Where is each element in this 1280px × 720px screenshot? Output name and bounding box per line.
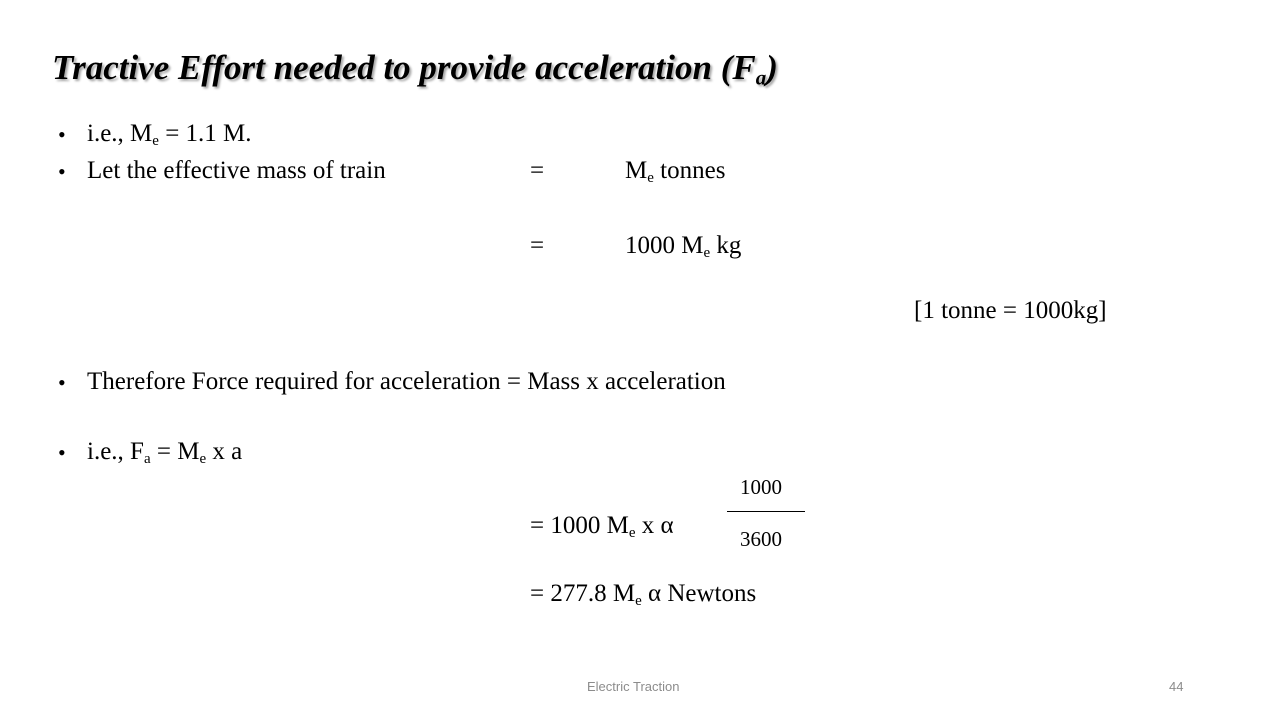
bullet-2-glyph: • bbox=[58, 159, 66, 184]
bullet-3-glyph: • bbox=[58, 370, 66, 395]
effective-mass-kg: 1000 $M_e$ kg bbox=[625, 232, 742, 261]
line-force-substitution: = 1000 $M_e$ x α bbox=[530, 512, 674, 541]
line-effective-mass-label: Let the effective mass of train bbox=[87, 157, 386, 184]
footer-label: Electric Traction bbox=[587, 679, 680, 694]
bullet-4-glyph: • bbox=[58, 440, 66, 465]
unit-conversion-note: [1 tonne = 1000kg] bbox=[914, 297, 1107, 324]
fraction-numerator: 1000 bbox=[740, 475, 782, 499]
slide-title: Tractive Effort needed to provide acceleration $(F_a)$ bbox=[52, 48, 778, 90]
line-force-result: = 277.8 $M_e$ α Newtons bbox=[530, 580, 757, 609]
page-number: 44 bbox=[1169, 679, 1184, 694]
bullet-1-glyph: • bbox=[58, 122, 66, 147]
effective-mass-tonnes: $M_e$ tonnes bbox=[625, 157, 726, 186]
equals-sign-1: = bbox=[530, 157, 545, 184]
equals-sign-2: = bbox=[530, 232, 545, 259]
line-force-definition: Therefore Force required for acceleration = Mass x acceleration bbox=[87, 368, 726, 395]
line-force-equation: i.e., $F_a = M_e$ x a bbox=[87, 438, 243, 467]
fraction-bar bbox=[727, 511, 805, 512]
line-effective-mass-ratio: i.e., $M_e = 1.1$ M. bbox=[87, 120, 252, 149]
fraction-denominator: 3600 bbox=[740, 527, 782, 551]
